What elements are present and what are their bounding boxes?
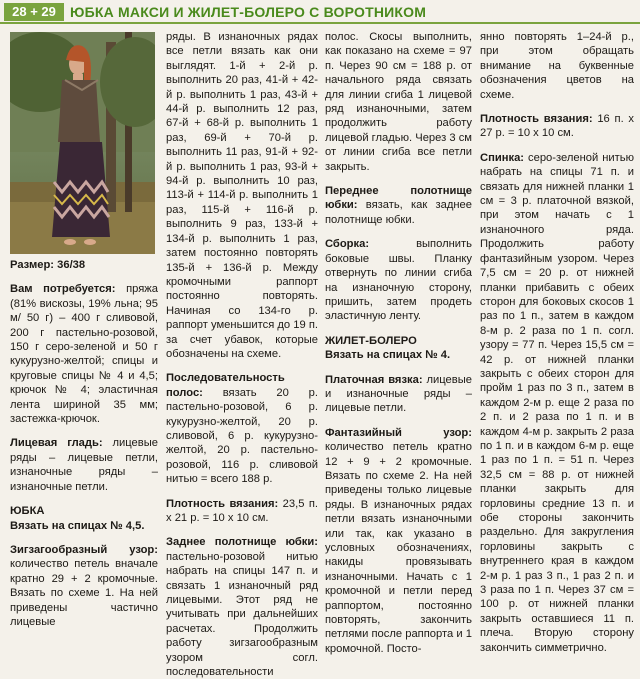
back-heading: Спинка: — [480, 151, 525, 164]
back-text: серо-зеленой нитью набрать на спицы 71 п. и связать для нижней планки 1 см = 3 р. платочной вязкой, при этом начать с 1 изнаночного ряда. Продолжить работу фантазийным узором. Через 7,5 см = 20 р. от нижней планки прибавить с обеих сторон для боковых скосов 1 раз по 1 п., затем в каждом 8-м р. 2 раза по 1 п. согл. узору = 77 п. Через 15,5 см = 42 р. от нижней планки закрыть с обеих сторон для пройм 1 раз по 3 п., затем в каждом 2-м р. еще 2 раза по 2 п. и 2 раза по 1 п. и в каждом 4-м р. закрыть 2 раза по 1 п. и в каждом 6-м р. еще 1 раз по 1 п. = 51 п. Через 32,5 см = 88 р. от нижней планки закрыть для горловины средние 13 п. и обе стороны закончить раздельно. Для закругления горловины закрыть с внутреннего края в каждом 2-м р. 1 раз 3 п., 1 раз 2 п. и 3 раза по 1 п. Через 37 см = 100 р. от нижней планки закрыть оставшиеся 11 п. плеча. Вторую сторону закончить симметрично. — [480, 151, 634, 654]
assembly-heading: Сборка: — [325, 238, 370, 251]
fancy-pattern-paragraph — [325, 426, 472, 657]
materials-heading: Вам потребуется: — [10, 283, 116, 296]
model-photo — [10, 32, 155, 254]
front-panel-text: вязать, как заднее полотнище юбки. — [325, 199, 472, 226]
bolero-density-heading: Плотность вязания: — [480, 113, 593, 126]
zigzag-text: количество петель вначале кратно 29 + 2 кромочные. Вязать по схеме 1. На ней приведены частично лицевые — [10, 558, 158, 628]
stripe-sequence-text: вязать 20 р. пастельно-розовой, 6 р. кукурузно-желтой, 20 р. сливовой, 6 р. кукурузно-желтой, 20 р. пастельно-розовой, 116 р. сливовой нитью = всего 188 р. — [166, 386, 318, 486]
bolero-subheading: Вязать на спицах № 4. — [325, 349, 451, 362]
header-divider — [0, 22, 640, 24]
skirt-subheading: Вязать на спицах № 4,5. — [10, 519, 145, 532]
column-3 — [325, 30, 472, 656]
zigzag-heading: Зигзагообразный узор: — [10, 543, 158, 556]
assembly-text: выполнить боковые швы. Планку отвернуть по линии сгиба на изнаночную сторону, пришить, затем продеть эластичную ленту. — [325, 238, 472, 323]
model-photo-illustration — [10, 32, 155, 254]
column-2 — [166, 30, 318, 679]
fancy-pattern-text: количество петель кратно 12 + 9 + 2 кромочные. Вязать по схеме 2. На ней приведены только лицевые ряды. В изнаночных рядах петли вязать изнаночными или так, как указано в условных обозначениях, накиды провязывать изнаночными. Начать с 1 кромочной и петли перед раппортом, постоянно повторять, закончить петлями после раппорта и 1 кромочной. Посто- — [325, 441, 472, 655]
skirt-density-heading: Плотность вязания: — [166, 497, 279, 510]
bolero-density-paragraph — [480, 112, 634, 141]
skirt-density-paragraph — [166, 497, 318, 526]
bolero-density-text: 16 п. х 27 р. = 10 х 10 см. — [480, 113, 635, 140]
fancy-pattern-heading: Фантазийный узор: — [325, 426, 472, 439]
back-panel-text: пастельно-розовой нитью набрать на спицы 147 п. и связать 1 изнаночный ряд лицевыми. Этот ряд не учитывать при дальнейших расчетах. Продолжить работу зигзагообразным узором согл. последовательности — [166, 550, 318, 679]
garter-heading: Платочная вязка: — [325, 373, 423, 386]
back-panel-paragraph — [166, 535, 318, 679]
page-numbers: 28 + 29 — [4, 3, 64, 21]
back-panel-heading: Заднее полотнище юбки: — [166, 536, 318, 549]
front-panel-paragraph — [325, 184, 472, 227]
page-title: ЮБКА МАКСИ И ЖИЛЕТ-БОЛЕРО С ВОРОТНИКОМ — [70, 4, 427, 20]
garter-paragraph — [325, 373, 472, 416]
slopes-text: полос. Скосы выполнить, как показано на схеме = 97 п. Через 90 см = 188 р. от начального ряда связать для линии сгиба 1 лицевой ряд изнаночными, затем продолжить работу лицевой гладью. Через 3 см от линии сгиба все петли закрыть. — [325, 31, 472, 173]
column-1 — [10, 258, 158, 629]
skirt-heading: ЮБКА — [10, 505, 45, 518]
assembly-paragraph — [325, 237, 472, 323]
rows-text: ряды. В изнаночных рядах все петли вязать как они выглядят. 1-й + 2-й р. выполнить 20 раз, 41-й + 42-й р. выполнить 1 раз, 43-й + 44-й р. выполнить 12 раз, 67-й + 68-й р. выполнить 1 раз, 69-й + 70-й р. выполнить 11 раз, 91-й + 92-й р. выполнить 1 раз, 93-й + 94-й р. выполнить 10 раз, 113-й + 114-й р. выполнить 1 раз, 115-й + 116-й р. выполнить 9 раз, 133-й + 134-й р. выполнить 1 раз, затем постоянно повторять 135-й + 136-й р. Между кромочными раппорт постоянно повторять. Начиная со 134-го р. раппорт уменьшится до 19 п. за счет убавок, которые обозначены на схеме. — [166, 31, 318, 360]
stitch-text: лицевые ряды – лицевые петли, изнаночные ряды – изнаночные петли. — [10, 437, 158, 493]
repeat-text: янно повторять 1–24-й р., при этом обращать внимание на буквенные обозначения цветов на схеме. — [480, 31, 634, 101]
skirt-density-text: 23,5 п. х 21 р. = 10 х 10 см. — [166, 497, 318, 524]
stitch-heading: Лицевая гладь: — [10, 437, 103, 450]
materials-paragraph — [10, 282, 158, 426]
zigzag-paragraph — [10, 543, 158, 629]
size-label: Размер: 36/38 — [10, 259, 86, 271]
column-4 — [480, 30, 634, 655]
materials-text: пряжа (81% вискозы, 19% льна; 95 м/ 50 г) – 400 г сливовой, 200 г пастельно-розовой, 150 г серо-зеленой и 50 г кукурузно-желтой; спицы и круговые спицы № 4 и 4,5; крючок № 4; эластичная лента шириной 35 мм; застежка-крючок. — [10, 283, 159, 426]
page-header — [0, 0, 640, 24]
back-paragraph — [480, 151, 634, 655]
bolero-heading: ЖИЛЕТ-БОЛЕРО — [325, 334, 417, 347]
stitch-paragraph — [10, 436, 158, 494]
stripe-sequence-heading: Последовательность полос: — [166, 372, 285, 399]
stripe-sequence-paragraph — [166, 371, 318, 486]
front-panel-heading: Переднее полотнище юбки: — [325, 185, 472, 212]
garter-text: лицевые и изнаночные ряды – лицевые петли. — [325, 373, 472, 415]
